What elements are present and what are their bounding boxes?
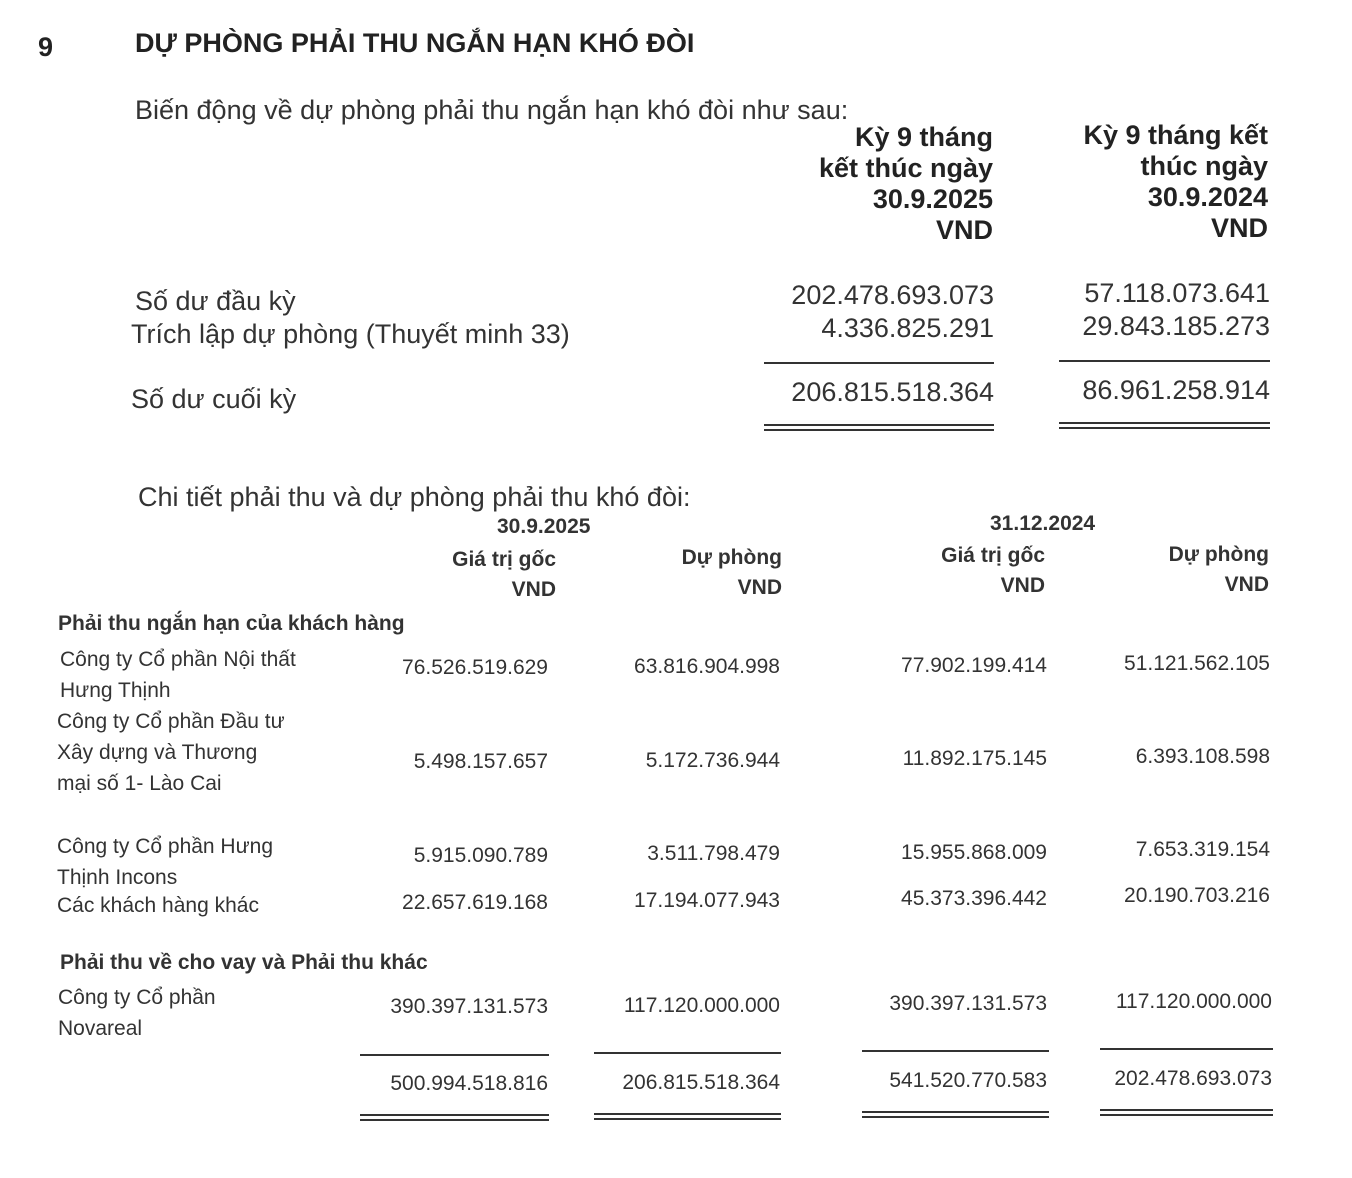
header-cost-2024: Giá trị gốc VND bbox=[941, 544, 1045, 597]
total-double-rule bbox=[1100, 1109, 1273, 1116]
movement-row-value-2024: 29.843.185.273 bbox=[1082, 311, 1270, 341]
cost-2024: 77.902.199.414 bbox=[901, 654, 1047, 677]
movement-intro: Biến động về dự phòng phải thu ngắn hạn khó đòi như sau: bbox=[135, 95, 849, 125]
cost-2024: 11.892.175.145 bbox=[902, 747, 1047, 770]
total-cost-2025: 500.994.518.816 bbox=[390, 1072, 548, 1095]
movement-row-label: Số dư đầu kỳ bbox=[135, 286, 296, 316]
provision-2024: 20.190.703.216 bbox=[1124, 884, 1270, 907]
movement-row-label: Trích lập dự phòng (Thuyết minh 33) bbox=[131, 319, 570, 349]
total-double-rule bbox=[862, 1111, 1049, 1118]
total-cost-2024: 541.520.770.583 bbox=[889, 1069, 1047, 1092]
movement-row-value-2025: 4.336.825.291 bbox=[821, 313, 994, 343]
detail-date-2025: 30.9.2025 bbox=[497, 515, 591, 538]
cost-2025: 5.498.157.657 bbox=[413, 750, 548, 773]
section-title: DỰ PHÒNG PHẢI THU NGẮN HẠN KHÓ ĐÒI bbox=[135, 28, 695, 58]
total-double-rule bbox=[360, 1114, 549, 1121]
total-double-rule bbox=[594, 1113, 781, 1120]
movement-col-2025-header: Kỳ 9 tháng kết thúc ngày 30.9.2025 VND bbox=[818, 122, 993, 245]
subtotal-rule bbox=[360, 1054, 549, 1056]
total-provision-2024: 202.478.693.073 bbox=[1114, 1067, 1272, 1090]
cost-2025: 5.915.090.789 bbox=[413, 844, 548, 867]
subtotal-rule bbox=[862, 1050, 1049, 1052]
header-cost-2025: Giá trị gốc VND bbox=[452, 548, 556, 601]
detail-intro: Chi tiết phải thu và dự phòng phải thu khó đòi: bbox=[138, 482, 691, 512]
header-provision-2025: Dự phòng VND bbox=[681, 546, 782, 599]
movement-col-2024-header: Kỳ 9 tháng kết thúc ngày 30.9.2024 VND bbox=[1083, 120, 1268, 243]
provision-2024: 6.393.108.598 bbox=[1135, 745, 1270, 768]
cost-2024: 15.955.868.009 bbox=[901, 841, 1047, 864]
customer-name: Công ty Cổ phần Novareal bbox=[58, 986, 216, 1040]
cost-2025: 22.657.619.168 bbox=[402, 891, 548, 914]
provision-2024: 51.121.562.105 bbox=[1124, 652, 1270, 675]
provision-2025: 5.172.736.944 bbox=[645, 749, 780, 772]
provision-2025: 63.816.904.998 bbox=[634, 655, 780, 678]
group-loans-other-receivables: Phải thu về cho vay và Phải thu khác bbox=[60, 951, 428, 974]
total-double-rule bbox=[1059, 422, 1270, 429]
subtotal-rule bbox=[1100, 1048, 1273, 1050]
closing-balance-2024: 86.961.258.914 bbox=[1082, 375, 1270, 405]
subtotal-rule bbox=[594, 1052, 781, 1054]
subtotal-rule bbox=[1059, 360, 1270, 362]
provision-2025: 3.511.798.479 bbox=[647, 842, 780, 865]
customer-name: Công ty Cổ phần Nội thất Hưng Thịnh bbox=[60, 648, 296, 702]
provision-2024: 7.653.319.154 bbox=[1135, 838, 1270, 861]
cost-2025: 390.397.131.573 bbox=[390, 995, 548, 1018]
closing-balance-2025: 206.815.518.364 bbox=[791, 377, 994, 407]
cost-2024: 45.373.396.442 bbox=[901, 887, 1047, 910]
total-double-rule bbox=[764, 424, 994, 431]
cost-2025: 76.526.519.629 bbox=[402, 656, 548, 679]
header-provision-2024: Dự phòng VND bbox=[1168, 543, 1269, 596]
closing-balance-label: Số dư cuối kỳ bbox=[131, 384, 297, 414]
total-provision-2025: 206.815.518.364 bbox=[622, 1071, 780, 1094]
subtotal-rule bbox=[764, 362, 994, 364]
detail-date-2024: 31.12.2024 bbox=[990, 512, 1096, 535]
provision-2024: 117.120.000.000 bbox=[1115, 990, 1272, 1013]
group-customer-receivables: Phải thu ngắn hạn của khách hàng bbox=[58, 612, 405, 635]
movement-row-value-2024: 57.118.073.641 bbox=[1084, 278, 1270, 308]
section-number: 9 bbox=[38, 32, 54, 62]
customer-name: Công ty Cổ phần Hưng Thịnh Incons bbox=[57, 835, 274, 889]
customer-name: Công ty Cổ phần Đầu tư Xây dựng và Thương mại số 1- Lào Cai bbox=[57, 710, 285, 795]
cost-2024: 390.397.131.573 bbox=[889, 992, 1047, 1015]
movement-row-value-2025: 202.478.693.073 bbox=[791, 280, 994, 310]
provision-2025: 17.194.077.943 bbox=[634, 889, 780, 912]
provision-2025: 117.120.000.000 bbox=[623, 994, 780, 1017]
customer-name: Các khách hàng khác bbox=[57, 894, 259, 917]
